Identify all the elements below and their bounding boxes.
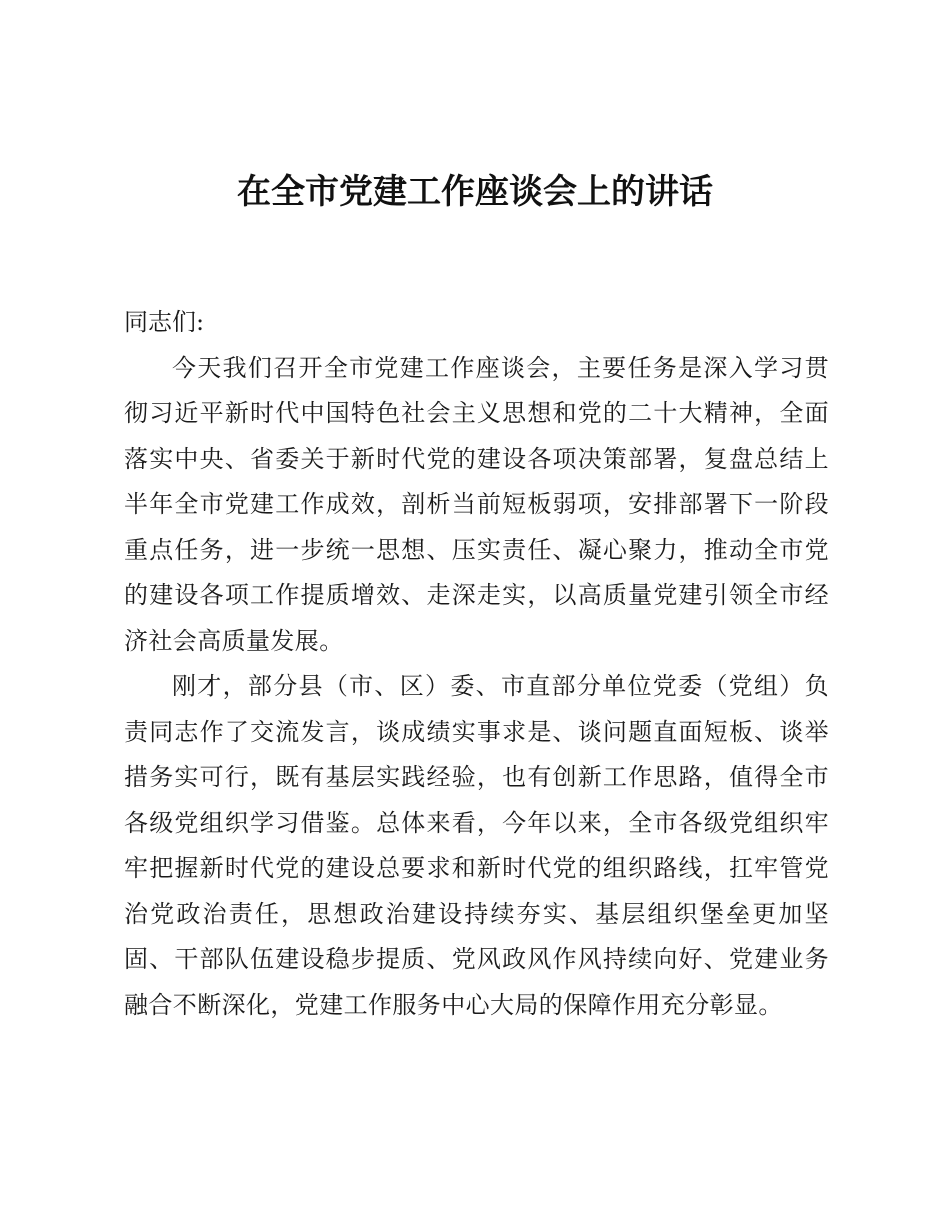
salutation: 同志们: xyxy=(124,308,205,336)
document-title: 在全市党建工作座谈会上的讲话 xyxy=(237,172,713,212)
body-paragraph: 今天我们召开全市党建工作座谈会，主要任务是深入学习贯彻习近平新时代中国特色社会主义思想和党的二十大精神，全面落实中央、省委关于新时代党的建设各项决策部署，复盘总结上半年全市党建工作成效，剖析当前短板弱项，安排部署下一阶段重点任务，进一步统一思想、压实责任、凝心聚力，推动全市党的建设各项工作提质增效、走深走实，以高质量党建引领全市经济社会高质量发展。 xyxy=(124,353,829,655)
body-paragraph: 刚才，部分县（市、区）委、市直部分单位党委（党组）负责同志作了交流发言，谈成绩实事求是、谈问题直面短板、谈举措务实可行，既有基层实践经验，也有创新工作思路，值得全市各级党组织学习借鉴。总体来看，今年以来，全市各级党组织牢牢把握新时代党的建设总要求和新时代党的组织路线，扛牢管党治党政治责任，思想政治建设持续夯实、基层组织堡垒更加坚固、干部队伍建设稳步提质、党风政风作风持续向好、党建业务融合不断深化，党建工作服务中心大局的保障作用充分彰显。 xyxy=(124,672,829,1019)
document-body xyxy=(124,300,829,1028)
